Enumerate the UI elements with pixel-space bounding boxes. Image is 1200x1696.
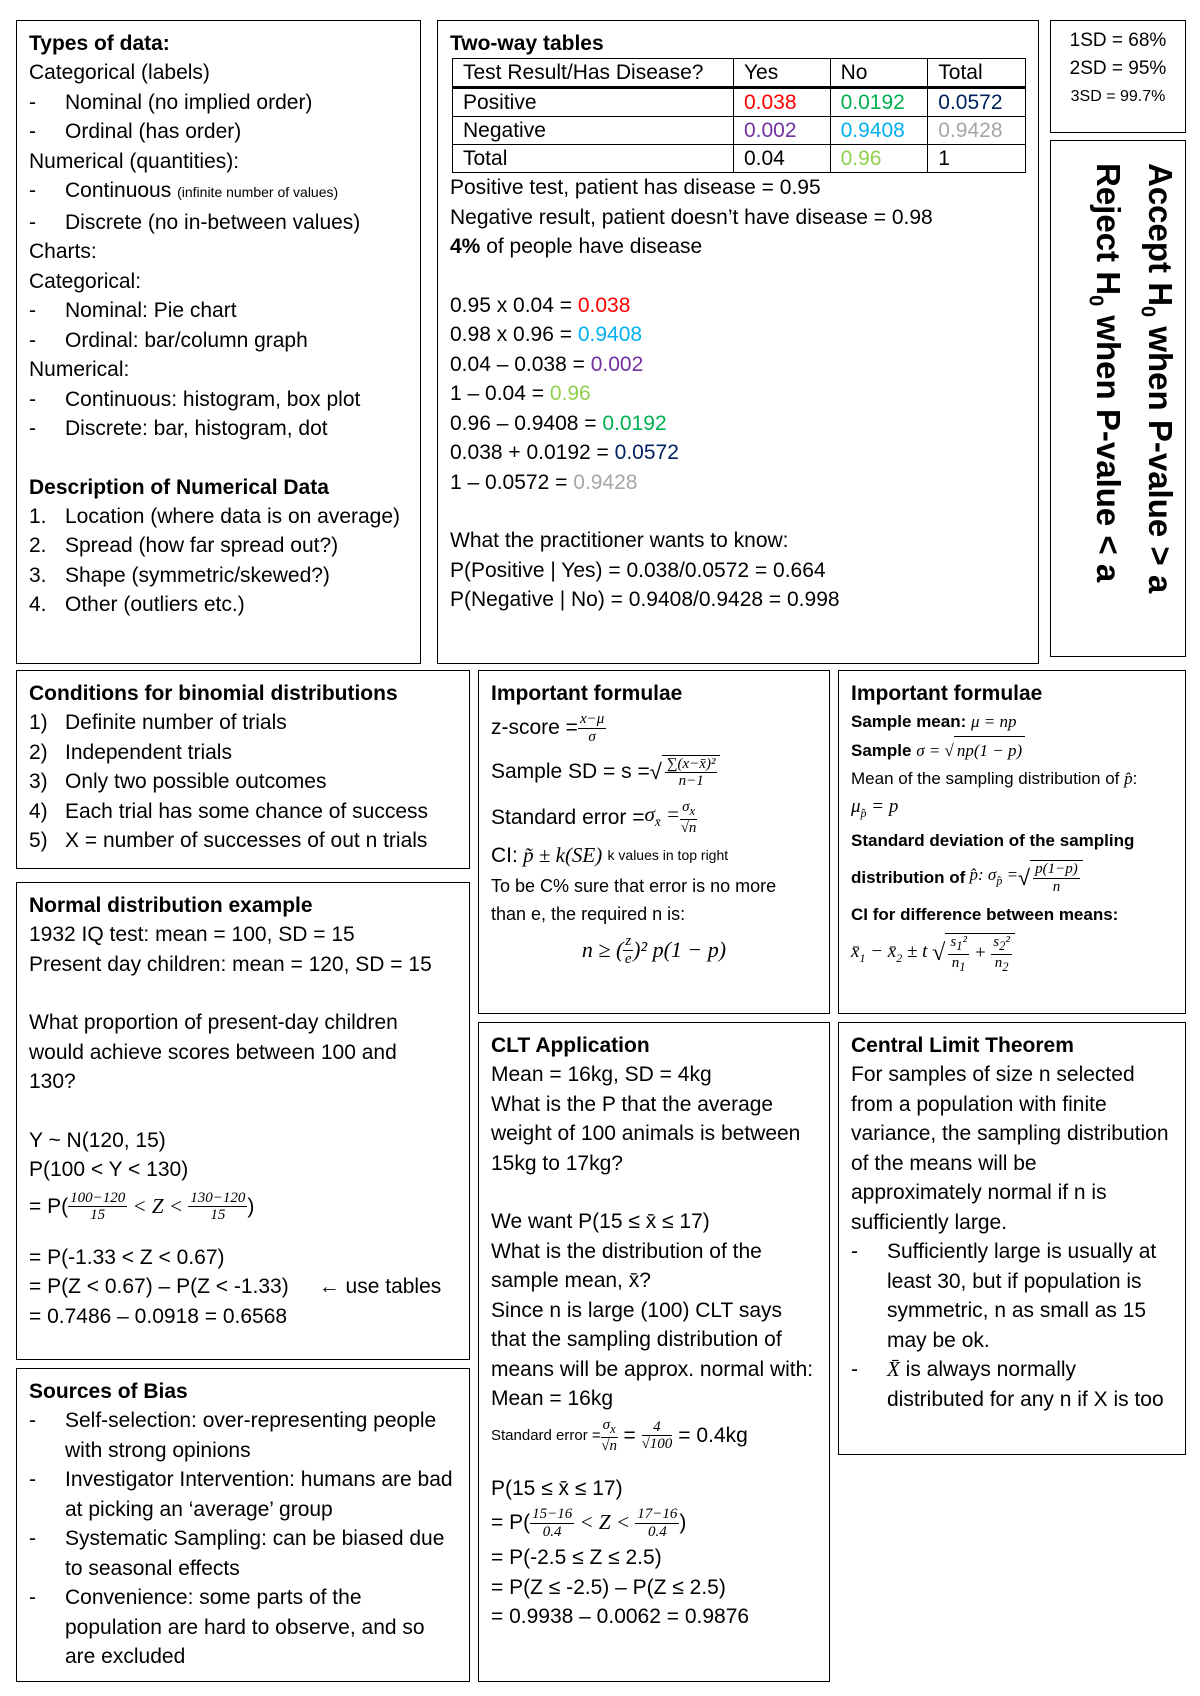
row-label: Total [453,145,734,173]
ordinal-item: - Ordinal (has order) [29,120,242,143]
header-cell: No [830,59,928,88]
numerical-heading: Numerical (quantities): [29,149,240,173]
nominal-item: - Nominal (no implied order) [29,90,313,114]
bias-item: - Convenience: some parts of the population are hard to observe, and so are excluded [29,1586,425,1668]
clt-application-box [478,1022,830,1682]
row-label: Negative [453,117,734,145]
clt-app-given: Mean = 16kg, SD = 4kg [491,1063,712,1086]
sd-sampling-line-2: distribution of p̂: $\sigma_{p̂}$ = √ $\frac{p(1-p)}{n}$ [851,855,1173,901]
table-header-row [453,59,1026,88]
normal-title: Normal distribution example [29,894,313,917]
normal-step-3: = 0.7486 – 0.0918 = 0.6568 [29,1304,288,1328]
clt-app-standardise: = P( $\frac{15-16}{0.4}$ < Z < $\frac{17-16}{0.4}$ ) [491,1506,687,1540]
header-cell: Total [928,59,1026,88]
mu-p-formula: $\mu_{p̂} = p$ [851,796,899,820]
continuous-item: - Continuous (infinite number of values) [29,179,339,202]
standardise-step: = P( $\frac{100-120}{15}$ < Z < $\frac{130-120}{15}$ ) [29,1189,255,1223]
chart-continuous-item: - Continuous: histogram, box plot [29,387,361,411]
normal-step-2: = P(Z < 0.67) – P(Z < -1.33) ← use tables [29,1275,442,1298]
binomial-title: Conditions for binomial distributions [29,682,398,705]
ci-formula: CI: p̃ ± k(SE) k values in top right [491,843,729,868]
calc-line: 1 – 0.0572 = 0.9428 [450,470,638,494]
mean-sampling-line: Mean of the sampling distribution of p̂: [851,769,1138,788]
y-distribution: Y ~ N(120, 15) [29,1128,166,1152]
clt-body: For samples of size n selected from a population with finite variance, the sampling distribution of the means will be approximately normal if n is sufficiently large. [851,1063,1169,1234]
standard-error-formula: Standard error = $\sigma_{x̄}$ = $\frac{\sigma_x}{√n}$ [491,799,697,837]
sample-sd-formula: Sample SD = s = √ $\frac{\text{∑(x−x̄)²}}{n-1}$ [491,748,817,796]
charts-heading: Charts: [29,240,97,263]
clt-app-dist-question: What is the distribution of the sample mean, x̄? [491,1239,762,1292]
table-row [453,145,1026,173]
table-cell: 0.96 [830,145,928,173]
description-heading: Description of Numerical Data [29,475,329,499]
ci-diff-heading: CI for difference between means: [851,904,1119,924]
prevalence-line: 4% of people have disease [450,235,703,258]
p-negative-line: P(Negative | No) = 0.9408/0.9428 = 0.998 [450,588,840,611]
two-way-table [452,58,1026,173]
calc-line: 0.95 x 0.04 = 0.038 [450,293,631,317]
table-cell: 0.0192 [830,88,928,117]
clt-app-step-3: = 0.9938 – 0.0062 = 0.9876 [491,1605,750,1628]
clt-bullet-1: - Sufficiently large is usually at least 30, but if population is symmetric, n as small as 15 may be ok. [851,1240,1157,1352]
hypothesis-box [1050,140,1186,657]
bias-title: Sources of Bias [29,1380,188,1403]
ci-diff-formula: $x̄_1$ − $x̄_2 \pm t$ √ $\frac{s_1^2}{n_1}$ + $\frac{s_2^2}{n_2}$ [851,929,1173,979]
bias-item: - Self-selection: over-representing people with strong opinions [29,1409,437,1462]
categorical-heading: Categorical (labels) [29,61,210,84]
header-cell: Test Result/Has Disease? [453,59,734,88]
desc-item: 1. Location (where data is on average) [29,504,401,528]
desc-item: 2. Spread (how far spread out?) [29,534,339,557]
sample-size-formula: n ≥ ( $\frac{z}{e}$ )² p(1 − p) [581,933,727,967]
table-cell: 0.9408 [830,117,928,145]
practitioner-line: What the practitioner wants to know: [450,529,789,552]
two-way-title: Two-way tables [450,32,604,55]
clt-app-p: P(15 ≤ x̄ ≤ 17) [491,1476,623,1500]
z-score-formula: z-score = $\frac{x-\mu}{\sigma}$ [491,711,605,745]
chart-ordinal-item: - Ordinal: bar/column graph [29,328,308,352]
sample-sigma-formula: Sample σ = √ np(1 − p) [851,736,1173,765]
formulae-title-2: Important formulae [851,682,1043,705]
p-positive-line: P(Positive | Yes) = 0.038/0.0572 = 0.664 [450,558,826,582]
clt-bullet-2: - X̄ is always normally distributed for any n if X is too [851,1357,1164,1411]
normal-question: What proportion of present-day children would achieve scores between 100 and 130? [29,1011,398,1093]
header-cell: Yes [733,59,830,88]
two-way-tables-box [437,20,1039,664]
charts-numerical: Numerical: [29,358,130,381]
negative-line: Negative result, patient doesn’t have disease = 0.98 [450,205,933,229]
binomial-item: 5) X = number of successes of out n trials [29,829,428,852]
row-label: Positive [453,88,734,117]
positive-line: Positive test, patient has disease = 0.95 [450,176,821,199]
clt-app-question: What is the P that the average weight of 100 animals is between 15kg to 17kg? [491,1092,801,1175]
clt-title: Central Limit Theorem [851,1034,1074,1057]
discrete-item: - Discrete (no in-between values) [29,210,361,234]
iq-1932-line: 1932 IQ test: mean = 100, SD = 15 [29,923,355,946]
calc-line: 0.038 + 0.0192 = 0.0572 [450,441,679,464]
p-range: P(100 < Y < 130) [29,1158,189,1181]
clt-app-step-2: = P(Z ≤ -2.5) – P(Z ≤ 2.5) [491,1575,726,1599]
table-cell: 0.038 [733,88,830,117]
table-cell: 1 [928,145,1026,173]
sd-sampling-line-1: Standard deviation of the sampling [851,830,1135,850]
sd2-line: 2SD = 95% [1069,58,1167,79]
table-cell: 0.9428 [928,117,1026,145]
iq-present-line: Present day children: mean = 120, SD = 15 [29,952,432,976]
types-of-data-box [16,20,421,664]
clt-app-want: We want P(15 ≤ x̄ ≤ 17) [491,1210,710,1233]
formulae-title: Important formulae [491,682,683,705]
accept-rule: Accept $H_0$ when P-value > a [1136,163,1179,594]
reject-rule: Reject $H_0$ when P-value < a [1084,163,1127,583]
calc-line: 0.96 – 0.9408 = 0.0192 [450,411,667,435]
c-percent-line-2: than e, the required n is: [491,904,686,924]
charts-categorical: Categorical: [29,269,142,293]
clt-app-se: Standard error = $\frac{\sigma_x}{√n}$ = $\frac{4}{√100}$ = 0.4kg [491,1416,748,1454]
binomial-item: 3) Only two possible outcomes [29,770,327,793]
binomial-item: 1) Definite number of trials [29,711,287,734]
bias-item: - Investigator Intervention: humans are bad at picking an ‘average’ group [29,1468,453,1521]
chart-discrete-item: - Discrete: bar, histogram, dot [29,417,328,440]
calc-line: 0.04 – 0.038 = 0.002 [450,352,644,376]
clt-app-mean: Mean = 16kg [491,1387,614,1410]
chart-nominal-item: - Nominal: Pie chart [29,299,237,322]
formulae-box-2 [838,670,1186,1014]
desc-item: 4. Other (outliers etc.) [29,593,245,616]
table-cell: 0.04 [733,145,830,173]
clt-app-title: CLT Application [491,1034,650,1057]
normal-distribution-box [16,882,470,1360]
binomial-item: 2) Independent trials [29,740,232,764]
table-cell: 0.0572 [928,88,1026,117]
c-percent-line-1: To be C% sure that error is no more [491,876,777,896]
sd1-line: 1SD = 68% [1069,30,1167,51]
sd-box [1050,20,1186,133]
calc-line: 0.98 x 0.96 = 0.9408 [450,323,643,346]
clt-box [838,1022,1186,1455]
clt-app-step-1: = P(-2.5 ≤ Z ≤ 2.5) [491,1546,662,1569]
desc-item: 3. Shape (symmetric/skewed?) [29,563,330,587]
types-of-data-title: Types of data: [29,32,170,55]
table-cell: 0.002 [733,117,830,145]
sd3-line: 3SD = 99.7% [1070,88,1166,105]
calc-line: 1 – 0.04 = 0.96 [450,382,591,405]
table-row [453,117,1026,145]
sample-mean-formula: Sample mean: μ = np [851,712,1017,731]
normal-step-1: = P(-1.33 < Z < 0.67) [29,1245,225,1269]
bias-item: - Systematic Sampling: can be biased due to seasonal effects [29,1527,445,1580]
binomial-item: 4) Each trial has some chance of success [29,799,429,823]
binomial-box [16,670,470,869]
bias-box [16,1368,470,1682]
clt-app-since: Since n is large (100) CLT says that the sampling distribution of means will be approx. normal with: [491,1298,814,1381]
formulae-box-1 [478,670,830,1014]
table-row [453,88,1026,117]
